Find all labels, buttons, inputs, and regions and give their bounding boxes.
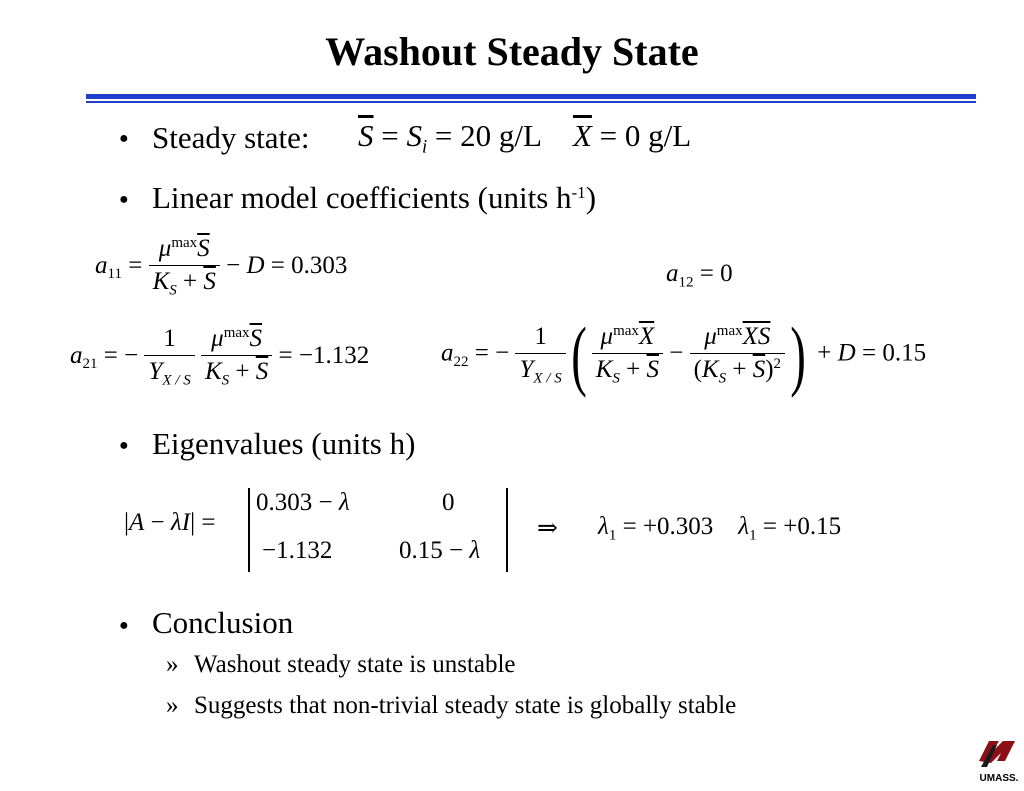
matrix-m11: 0.303 − λ: [256, 489, 350, 516]
matrix-m12: 0: [442, 489, 455, 516]
sub-bullet-marker: »: [166, 692, 179, 719]
x-value: 0: [624, 118, 641, 153]
a11-equation: $a_{11}$ = $\frac{\mu^{max}\overline{S}}{K_S + \overline{S}}$ − D = 0.303: [95, 235, 348, 299]
sub-bullet-stable: Suggests that non-trivial steady state is globally stable: [194, 692, 737, 719]
bullet-dot: ●: [119, 617, 129, 634]
bullet-dot: ●: [119, 130, 129, 147]
steady-state-label: Steady state:: [152, 120, 310, 155]
a22-value: 0.15: [882, 339, 927, 367]
det-lhs: |A − λI| =: [124, 509, 216, 536]
a12-equation: $a_{12} = 0$: [666, 260, 733, 291]
slide-title: Washout Steady State: [325, 29, 699, 74]
a11-value: 0.303: [291, 251, 348, 279]
matrix-m22: 0.15 − λ: [399, 537, 481, 564]
matrix-left-bar: [248, 488, 250, 572]
conclusion-label: Conclusion: [152, 605, 294, 640]
title-rule-thin: [86, 101, 976, 103]
units-label: g/L: [648, 118, 692, 153]
logo-text: UMASS.: [979, 773, 1019, 784]
matrix-m21: −1.132: [262, 537, 333, 564]
sub-bullet-unstable: Washout steady state is unstable: [194, 651, 516, 678]
a21-equation: $a_{21}$ = − $\frac{1}{Y_{X / S}}$ $\frac{\mu^{max}\overline{S}}{K_S + \overline{S}}$ = −1.132: [70, 325, 370, 389]
linear-model-label: Linear model coefficients (units $h^{-1}$): [152, 180, 597, 215]
a22-equation: $a_{22}$ = − $\frac{1}{Y_{X / S}}$ ( $\frac{\mu^{max}\overline{X}}{K_S + \overline{S}}$ − $\frac{\mu^{max}\overline{XS}}{(K_S + \overline{S})^2}$ ) + D = 0.15: [441, 311, 927, 398]
title-rule-thick: [86, 94, 976, 99]
s-in-value: 20: [460, 118, 492, 153]
a12-value: 0: [720, 260, 733, 287]
bullet-dot: ●: [119, 191, 129, 208]
eigenvalues-result: $\lambda_1 = +0.303$ $\lambda_1 = +0.15$: [598, 513, 842, 544]
umass-logo: [977, 737, 1021, 785]
matrix-right-bar: [506, 488, 508, 572]
eigenvalues-label: Eigenvalues (units h): [152, 426, 416, 461]
sub-bullet-marker: »: [166, 651, 179, 678]
steady-state-equation: $\overline{S} = S_i = 20$ g/L $\overline{X} = 0$ g/L: [358, 118, 692, 158]
a21-value: −1.132: [298, 341, 370, 369]
implies-arrow: ⇒: [537, 515, 558, 542]
units-label: g/L: [498, 118, 542, 153]
bullet-dot: ●: [119, 437, 129, 454]
